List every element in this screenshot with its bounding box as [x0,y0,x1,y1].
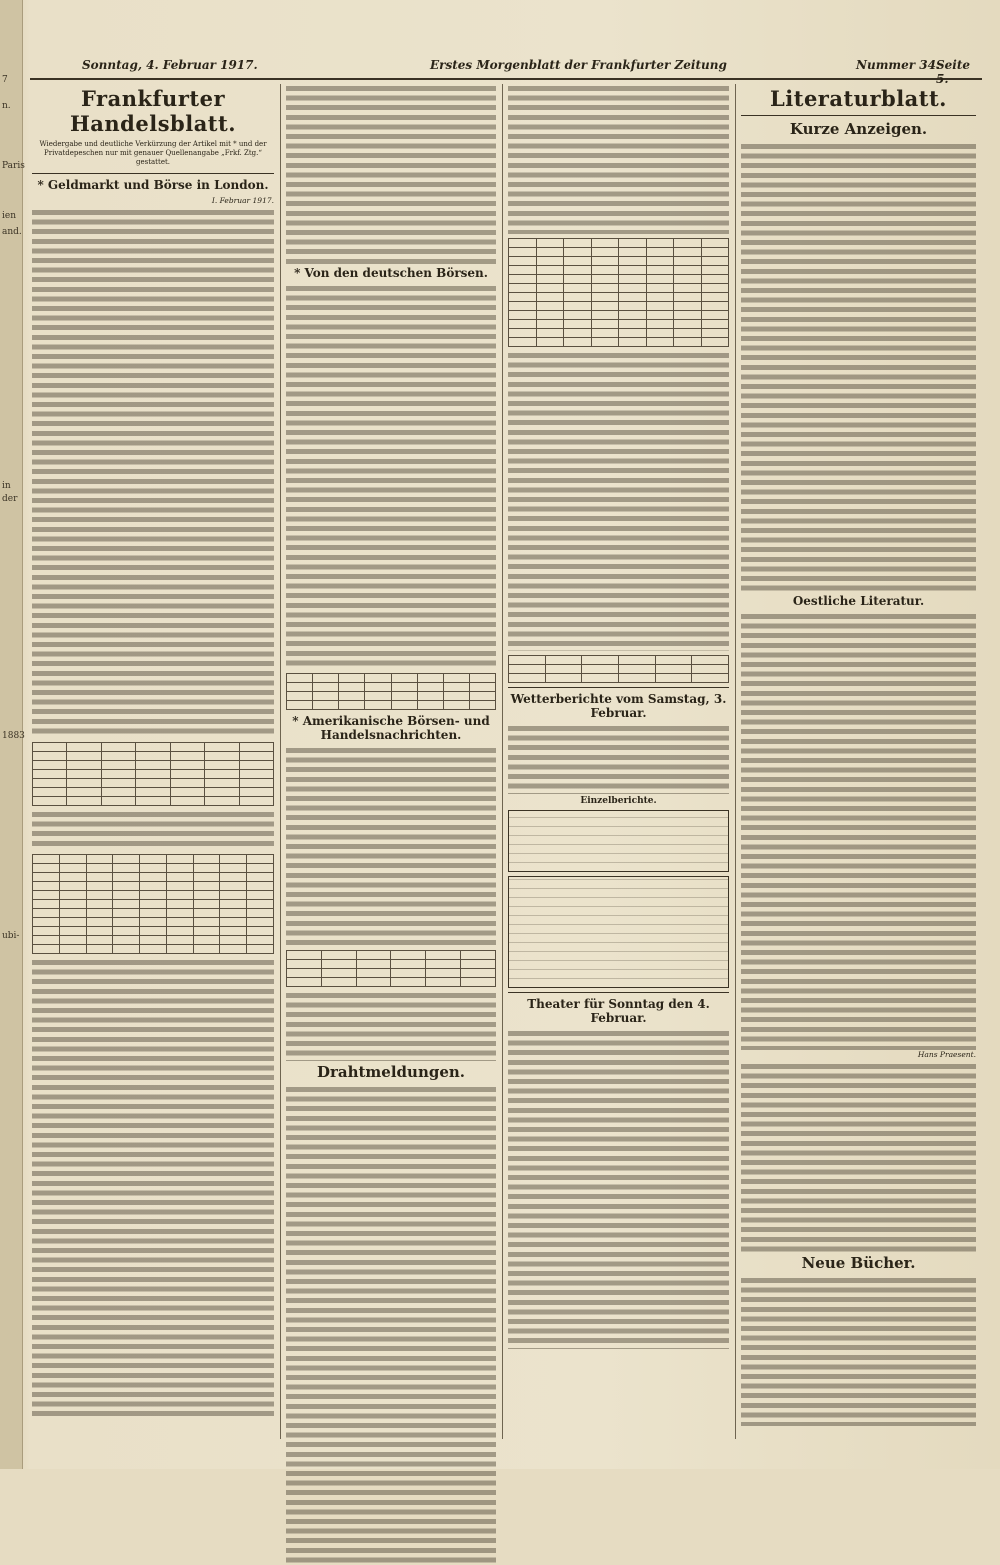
header-page: Seite 5. [936,58,971,86]
deutsche-boersen-heading: * Von den deutschen Börsen. [294,266,488,280]
column-rule [502,84,503,1439]
article-body-text [286,1085,496,1565]
divider [508,687,729,688]
article-body-text [508,84,729,234]
column-wetter-theater [508,84,729,1445]
london-table [508,238,729,347]
metal-table [508,655,729,683]
weather-forecast-text [508,724,729,794]
column-literaturblatt [741,84,976,1445]
article-body-text [508,351,729,651]
geldmarkt-dateline: I. Februar 1917. [211,196,274,205]
edge-text-3: Paris [2,161,25,171]
einzelberichte-heading: Einzelberichte. [580,796,657,806]
article-body-text [286,84,496,264]
edge-text-6: in der [2,481,18,504]
article-body-text [741,612,976,1050]
exchange-table [286,673,496,710]
bank-table-1 [32,742,274,806]
theater-heading: Theater für Sonntag den 4. Februar. [527,997,710,1025]
weather-table-stations [508,876,729,988]
article-body-text [741,142,976,592]
page-header [30,56,982,86]
literaturblatt-title: Literaturblatt. [770,86,947,111]
theater-listings [508,1029,729,1349]
article-body-text [32,208,274,738]
article-body-text [32,958,274,1418]
oestliche-literatur-heading: Oestliche Literatur. [792,594,925,608]
bank-table-2 [32,854,274,954]
drahtmeldungen-heading: Drahtmeldungen. [316,1063,466,1081]
column-boersen [286,84,496,1445]
newyork-table [286,950,496,987]
header-edition: Erstes Morgenblatt der Frankfurter Zeitung [430,58,727,72]
weather-table-top [508,810,729,872]
divider [741,115,976,116]
header-date: Sonntag, 4. Februar 1917. [82,58,258,72]
kurze-anzeigen-heading: Kurze Anzeigen. [789,120,928,138]
neue-buecher-heading: Neue Bücher. [801,1254,916,1272]
article-body-text [286,284,496,669]
handelsblatt-title: Frankfurter Handelsblatt. [69,86,237,136]
geldmarkt-heading: * Geldmarkt und Börse in London. [37,178,269,192]
column-handelsblatt [32,84,274,1445]
article-body-text [286,746,496,946]
column-rule [280,84,281,1439]
edge-text-5: and. [2,227,22,237]
book-listings [741,1276,976,1426]
amerikanische-boersen-heading: * Amerikanische Börsen- und Handelsnachrichten. [292,714,490,742]
header-number: Nummer 34. [856,58,941,72]
handelsblatt-subtitle: Wiedergabe und deutliche Verkürzung der Artikel mit * und der Privatdepeschen nur mit genauer Quellenangabe „Frkf. Ztg.“ gestattet. [39,140,267,166]
edge-text-2: n. [2,101,11,111]
wetterberichte-heading: Wetterberichte vom Samstag, 3. Februar. [510,692,727,720]
edge-text-8: ubi- [2,931,20,941]
article-body-text [741,1062,976,1252]
article-body-text [286,991,496,1061]
divider [508,992,729,993]
article-body-text [32,810,274,850]
column-rule [735,84,736,1439]
edge-text-1: 7 [2,75,8,85]
article-author: Hans Praesent. [917,1050,976,1059]
edge-text-4: ien [2,211,17,221]
left-page-edge [0,0,23,1469]
divider [32,173,274,174]
edge-text-7: 1883 [2,731,25,741]
